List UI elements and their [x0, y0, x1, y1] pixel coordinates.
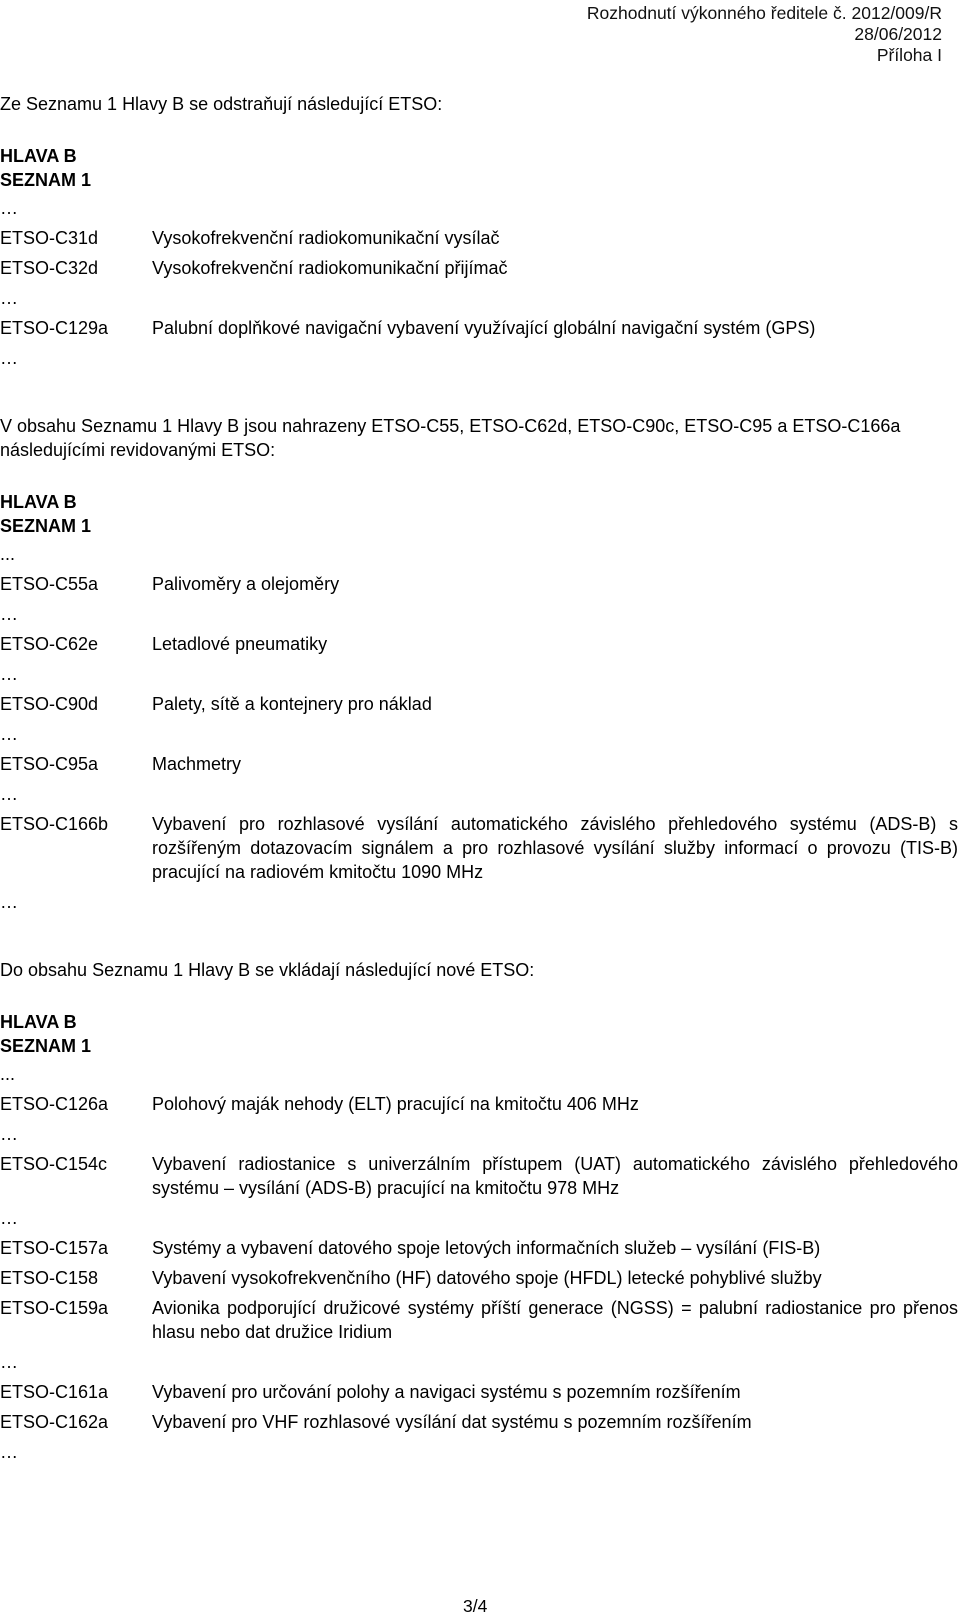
etso-entry	[0, 226, 958, 250]
etso-entry	[0, 1410, 958, 1434]
etso-code: ETSO-C62e	[0, 634, 99, 654]
etso-code: ETSO-C157a	[0, 1238, 109, 1258]
etso-description: Vybavení pro určování polohy a navigaci systému s pozemním rozšířením	[152, 1382, 741, 1402]
section-heading-part: HLAVA B	[0, 1012, 77, 1032]
etso-code: ETSO-C55a	[0, 574, 99, 594]
amendment-section	[0, 92, 958, 370]
section-heading-list: SEZNAM 1	[0, 170, 92, 190]
etso-entry	[0, 572, 958, 596]
etso-code: ETSO-C90d	[0, 694, 99, 714]
etso-code: ETSO-C158	[0, 1268, 99, 1288]
etso-code: ETSO-C154c	[0, 1154, 108, 1174]
etso-code: ETSO-C129a	[0, 318, 109, 338]
omission-ellipsis: …	[0, 784, 18, 804]
etso-code: ETSO-C159a	[0, 1298, 109, 1318]
etso-entry	[0, 752, 958, 776]
omission-ellipsis: …	[0, 348, 18, 368]
section-intro: V obsahu Seznamu 1 Hlavy B jsou nahrazeny ETSO-C55, ETSO-C62d, ETSO-C90c, ETSO-C95 a ETSO-C166a následujícími revidovanými ETSO:	[0, 416, 901, 460]
etso-code: ETSO-C95a	[0, 754, 99, 774]
etso-entry	[0, 256, 958, 280]
etso-code: ETSO-C31d	[0, 228, 99, 248]
omission-ellipsis: …	[0, 1208, 18, 1228]
page-number: 3/4	[463, 1596, 488, 1616]
etso-description: Vysokofrekvenční radiokomunikační vysílač	[152, 228, 500, 248]
section-heading-list: SEZNAM 1	[0, 516, 92, 536]
document-body	[0, 92, 958, 1508]
section-intro: Do obsahu Seznamu 1 Hlavy B se vkládají následující nové ETSO:	[0, 960, 535, 980]
etso-description: Systémy a vybavení datového spoje letových informačních služeb – vysílání (FIS-B)	[152, 1238, 821, 1258]
etso-description: Vybavení radiostanice s univerzálním přístupem (UAT) automatického závislého přehledového systému – vysílání (ADS-B) pracující na kmitočtu 978 MHz	[152, 1154, 958, 1198]
etso-description: Palivoměry a olejoměry	[152, 574, 340, 594]
section-heading-list: SEZNAM 1	[0, 1036, 92, 1056]
etso-description: Palety, sítě a kontejnery pro náklad	[152, 694, 432, 714]
etso-description: Vysokofrekvenční radiokomunikační přijímač	[152, 258, 508, 278]
etso-code: ETSO-C166b	[0, 814, 109, 834]
section-intro: Ze Seznamu 1 Hlavy B se odstraňují následující ETSO:	[0, 94, 443, 114]
etso-description: Polohový maják nehody (ELT) pracující na kmitočtu 406 MHz	[152, 1094, 639, 1114]
omission-ellipsis: …	[0, 604, 18, 624]
etso-entry	[0, 1380, 958, 1404]
etso-list	[0, 196, 958, 370]
omission-ellipsis: ...	[0, 544, 16, 564]
etso-code: ETSO-C161a	[0, 1382, 109, 1402]
omission-ellipsis: …	[0, 664, 18, 684]
etso-description: Vybavení pro VHF rozhlasové vysílání dat systému s pozemním rozšířením	[152, 1412, 752, 1432]
etso-entry	[0, 1236, 958, 1260]
etso-description: Avionika podporující družicové systémy příští generace (NGSS) = palubní radiostanice pro přenos hlasu nebo dat družice Iridium	[152, 1298, 958, 1342]
etso-code: ETSO-C32d	[0, 258, 99, 278]
omission-ellipsis: …	[0, 288, 18, 308]
omission-ellipsis: …	[0, 198, 18, 218]
amendment-section	[0, 958, 958, 1464]
etso-description: Letadlové pneumatiky	[152, 634, 328, 654]
etso-entry	[0, 812, 958, 884]
etso-entry	[0, 316, 958, 340]
etso-code: ETSO-C126a	[0, 1094, 109, 1114]
etso-description: Machmetry	[152, 754, 242, 774]
omission-ellipsis: …	[0, 892, 18, 912]
omission-ellipsis: …	[0, 724, 18, 744]
etso-entry	[0, 1152, 958, 1200]
annex-label: Příloha I	[876, 45, 942, 65]
omission-ellipsis: …	[0, 1124, 18, 1144]
omission-ellipsis: ...	[0, 1064, 16, 1084]
etso-entry	[0, 1296, 958, 1344]
etso-entry	[0, 632, 958, 656]
etso-list	[0, 1062, 958, 1464]
etso-entry	[0, 1266, 958, 1290]
etso-description: Palubní doplňkové navigační vybavení využívající globální navigační systém (GPS)	[152, 318, 816, 338]
omission-ellipsis: …	[0, 1442, 18, 1462]
decision-date: 28/06/2012	[854, 24, 942, 44]
etso-code: ETSO-C162a	[0, 1412, 109, 1432]
omission-ellipsis: …	[0, 1352, 18, 1372]
etso-description: Vybavení vysokofrekvenčního (HF) datového spoje (HFDL) letecké pohyblivé služby	[152, 1268, 822, 1288]
etso-entry	[0, 692, 958, 716]
etso-list	[0, 542, 958, 914]
decision-number: Rozhodnutí výkonného ředitele č. 2012/009/R	[586, 3, 942, 23]
amendment-section	[0, 414, 958, 914]
document-header	[587, 3, 942, 66]
section-heading-part: HLAVA B	[0, 492, 77, 512]
etso-entry	[0, 1092, 958, 1116]
section-heading-part: HLAVA B	[0, 146, 77, 166]
etso-description: Vybavení pro rozhlasové vysílání automatického závislého přehledového systému (ADS-B) s rozšířeným dotazovacím signálem a pro rozhlasové vysílání služby informací o provozu (TIS-B) pracující na radiovém kmitočtu 1090 MHz	[152, 814, 958, 882]
